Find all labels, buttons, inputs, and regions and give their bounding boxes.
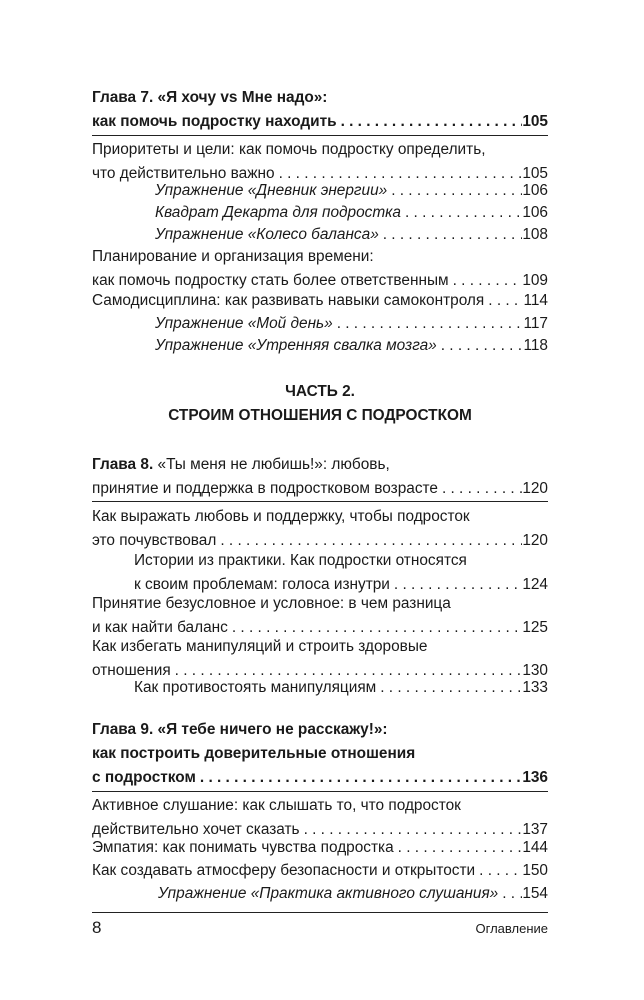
toc-entry-line2: и как найти баланс <box>92 619 228 636</box>
toc-entry-title: Упражнение «Дневник энергии» <box>155 182 388 199</box>
toc-entry <box>92 505 548 553</box>
chapter-8-heading <box>92 453 548 501</box>
chapter-7-title-line1: «Я хочу vs Мне надо»: <box>157 89 328 106</box>
toc-entry <box>92 836 548 860</box>
leader-dots <box>337 110 523 134</box>
toc-entry-title: Самодисциплина: как развивать навыки самоконтроля <box>92 292 485 309</box>
toc-entry-page: 124 <box>522 576 548 593</box>
running-title: Оглавление <box>475 921 548 936</box>
toc-entry-page: 106 <box>522 182 548 199</box>
toc-entry-title: Упражнение «Мой день» <box>155 315 333 332</box>
chapter-8-label: Глава 8. <box>92 456 154 473</box>
toc-entry-line2: это почувствовал <box>92 532 217 549</box>
toc-entry-title: Эмпатия: как понимать чувства подростка <box>92 839 394 856</box>
chapter-9-label: Глава 9. <box>92 721 154 738</box>
leader-dots <box>333 312 524 336</box>
toc-entry <box>92 794 548 842</box>
leader-dots <box>498 882 522 906</box>
leader-dots <box>484 289 523 313</box>
toc-entry-page: 144 <box>522 839 548 856</box>
toc-entry-line2: к своим проблемам: голоса изнутри <box>134 576 390 593</box>
toc-entry-page: 150 <box>522 862 548 879</box>
leader-dots <box>376 676 522 700</box>
toc-entry <box>92 859 548 883</box>
leader-dots <box>196 766 522 790</box>
chapter-9-page: 136 <box>522 769 548 786</box>
toc-entry-page: 109 <box>522 272 548 289</box>
separator <box>92 135 548 136</box>
leader-dots <box>394 836 523 860</box>
toc-entry-page: 106 <box>522 204 548 221</box>
toc-entry <box>155 312 548 336</box>
footer-rule <box>92 912 548 913</box>
toc-entry-title: Квадрат Декарта для подростка <box>155 204 401 221</box>
toc-entry-title: Как противостоять манипуляциям <box>134 679 377 696</box>
toc-entry-line2: действительно хочет сказать <box>92 821 300 838</box>
toc-entry-page: 125 <box>522 619 548 636</box>
leader-dots <box>379 223 523 247</box>
chapter-8-title-line2: принятие и поддержка в подростковом возрасте <box>92 480 438 497</box>
toc-entry-page: 108 <box>522 226 548 243</box>
separator <box>92 791 548 792</box>
toc-entry-page: 130 <box>522 662 548 679</box>
toc-entry <box>155 223 548 247</box>
toc-entry <box>155 179 548 203</box>
toc-entry-line1: Как избегать манипуляций и строить здоровые <box>92 638 428 655</box>
page-number: 8 <box>92 918 102 937</box>
chapter-7-heading <box>92 86 548 134</box>
leader-dots <box>475 859 522 883</box>
part-number: ЧАСТЬ 2. <box>285 383 355 400</box>
toc-entry <box>155 334 548 358</box>
chapter-7-page: 105 <box>522 113 548 130</box>
toc-entry-page: 117 <box>523 315 548 332</box>
toc-entry-page: 154 <box>522 885 548 902</box>
toc-entry-line2: как помочь подростку стать более ответственным <box>92 272 449 289</box>
toc-entry-line1: Принятие безусловное и условное: в чем разница <box>92 595 451 612</box>
toc-entry <box>158 882 548 906</box>
toc-entry-line1: Истории из практики. Как подростки относятся <box>134 552 467 569</box>
toc-entry <box>92 592 548 640</box>
chapter-9-title-line3: с подростком <box>92 769 196 786</box>
leader-dots <box>437 334 524 358</box>
toc-entry-title: Упражнение «Практика активного слушания» <box>158 885 499 902</box>
toc-entry-line1: Активное слушание: как слышать то, что подросток <box>92 797 461 814</box>
chapter-9-title-line2: как построить доверительные отношения <box>92 745 416 762</box>
toc-entry-page: 120 <box>522 532 548 549</box>
toc-entry-title: Упражнение «Утренняя свалка мозга» <box>155 337 437 354</box>
toc-entry-line1: Приоритеты и цели: как помочь подростку определить, <box>92 141 486 158</box>
chapter-8-page: 120 <box>522 480 548 497</box>
toc-entry <box>92 245 548 293</box>
part-title: СТРОИМ ОТНОШЕНИЯ С ПОДРОСТКОМ <box>168 407 472 424</box>
toc-entry-page: 114 <box>523 292 548 309</box>
toc-entry <box>134 549 548 597</box>
toc-entry-line1: Планирование и организация времени: <box>92 248 374 265</box>
chapter-8-title-line1: «Ты меня не любишь!»: любовь, <box>157 456 390 473</box>
separator <box>92 501 548 502</box>
toc-entry-title: Упражнение «Колесо баланса» <box>155 226 379 243</box>
part-heading <box>92 380 548 428</box>
toc-entry-page: 133 <box>522 679 548 696</box>
toc-entry-page: 105 <box>522 165 548 182</box>
toc-entry-line2: что действительно важно <box>92 165 275 182</box>
chapter-9-title-line1: «Я тебе ничего не расскажу!»: <box>157 721 388 738</box>
leader-dots <box>387 179 522 203</box>
toc-entry <box>134 676 548 700</box>
toc-entry-line2: отношения <box>92 662 171 679</box>
leader-dots <box>401 201 522 225</box>
toc-entry <box>155 201 548 225</box>
toc-entry-title: Как создавать атмосферу безопасности и открытости <box>92 862 476 879</box>
toc-entry-page: 118 <box>523 337 548 354</box>
chapter-9-heading <box>92 718 548 790</box>
leader-dots <box>438 477 522 501</box>
toc-entry <box>92 289 548 313</box>
chapter-7-title-line2: как помочь подростку находить <box>92 113 337 130</box>
toc-entry-page: 137 <box>522 821 548 838</box>
toc-entry-line1: Как выражать любовь и поддержку, чтобы подросток <box>92 508 470 525</box>
chapter-7-label: Глава 7. <box>92 89 154 106</box>
